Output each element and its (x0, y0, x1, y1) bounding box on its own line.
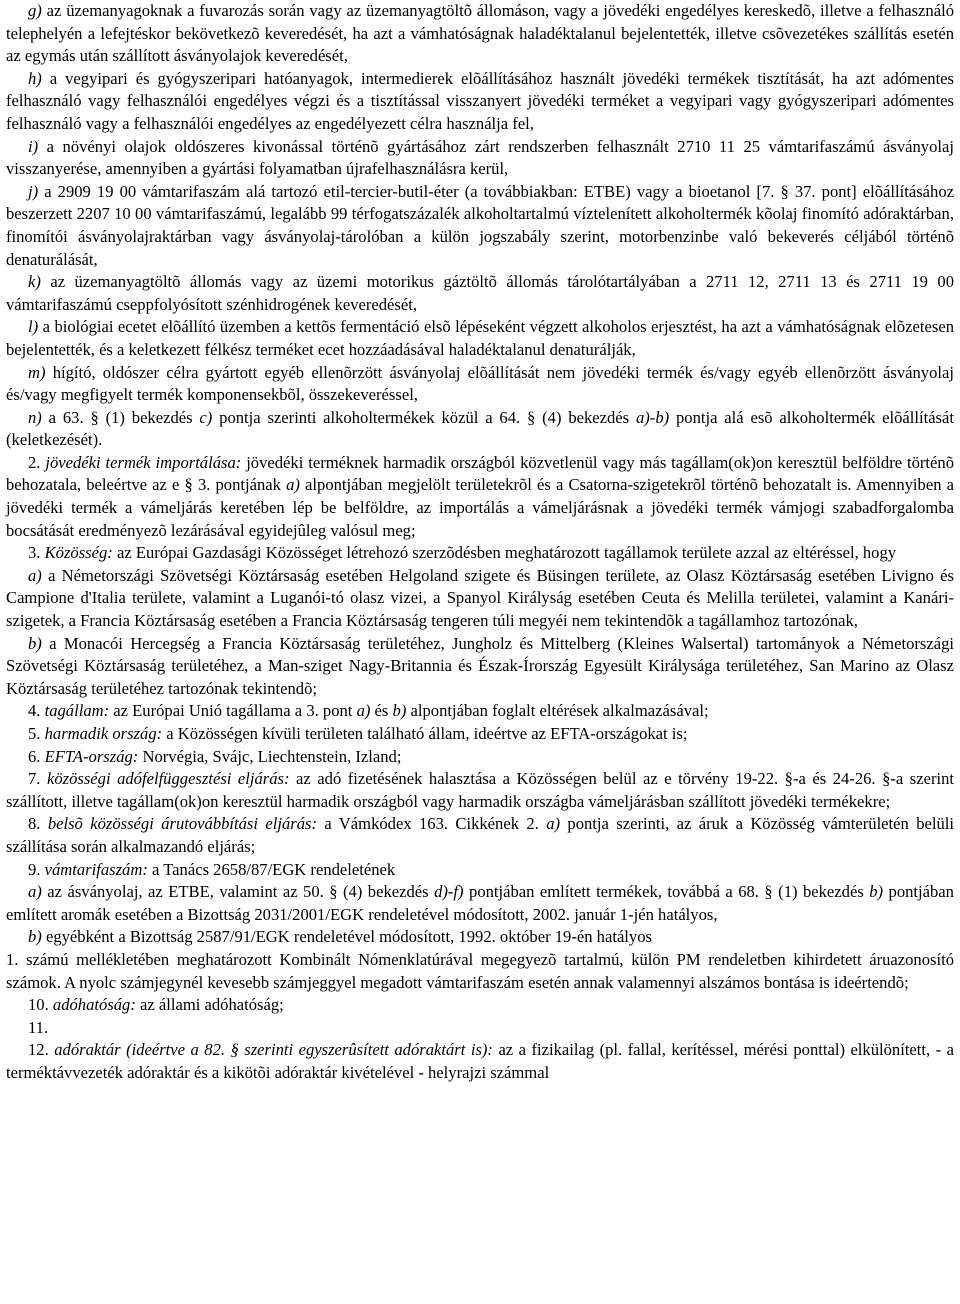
paragraph (6, 813, 954, 858)
text-segment: pontja alá esõ alkoholtermék elõállítását (keletkezését). (6, 407, 954, 450)
italic-text: tagállam: (44, 701, 110, 721)
text-segment: az állami adóhatóság; (135, 995, 284, 1015)
text-segment: pontjában említett aromák esetében a Bizottság 2031/2001/EGK rendeletével módosított, 2002. január 1-jén hatályos, (6, 882, 954, 924)
text-segment: a Vámkódex 163. Cikkének 2. (317, 814, 547, 834)
italic-text: adóhatóság: (52, 995, 136, 1015)
paragraph (6, 1039, 954, 1084)
text-segment: és (370, 701, 393, 721)
paragraph (6, 633, 954, 701)
italic-text: n) (28, 407, 42, 427)
paragraph (6, 136, 954, 181)
text-segment: 11. (28, 1017, 49, 1037)
italic-text: a) (28, 882, 42, 902)
paragraph (6, 1017, 954, 1040)
italic-text: a) (28, 565, 42, 585)
paragraph (6, 994, 954, 1017)
italic-text: Közösség: (44, 543, 113, 563)
italic-text: m) (28, 362, 46, 382)
text-segment: 7. (28, 769, 47, 789)
italic-text: adóraktár (ideértve a 82. § szerinti egyszerûsített adóraktárt is): (54, 1040, 493, 1060)
paragraph (6, 452, 954, 542)
text-segment: 3. (28, 543, 45, 563)
text-segment: a növényi olajok oldószeres kivonással történõ gyártásához zárt rendszerben felhasznált 2710 11 25 vámtarifaszámú ásványolaj visszanyerése, amennyiben a gyártási folyamatban újrafelhasználásra kerül, (6, 136, 954, 179)
italic-text: i) (28, 136, 39, 156)
text-segment: 9. (28, 859, 45, 879)
italic-text: b) (869, 882, 884, 902)
italic-text: belsõ közösségi árutovábbítási eljárás: (47, 814, 317, 834)
text-segment: jövedéki terméknek harmadik országból közvetlenül vagy más tagállam(ok)on keresztül belföldre történõ behozatala, beleértve az e § 3. pontjának (6, 452, 955, 495)
text-segment: 6. (28, 746, 45, 766)
paragraph (6, 407, 954, 452)
italic-text: közösségi adófelfüggesztési eljárás: (46, 769, 290, 789)
italic-text: d)-f) (434, 882, 464, 902)
text-segment: az üzemanyagoknak a fuvarozás során vagy az üzemanyagtöltõ állomáson, vagy a jövedéki engedélyes kereskedõ, illetve a felhasználó telephelyén a lefejtéskor bekövetkezõ keveredését, ha azt a vámhatóságnak haladéktalanul bejelentették, illetve csõvezetékes szállítás esetén az egymás után szállított ásványolajok keveredését, (6, 1, 954, 66)
document-page (6, 0, 954, 1085)
text-segment: 4. (28, 701, 45, 721)
text-segment: 8. (28, 814, 48, 834)
text-segment: az adó fizetésének halasztása a Közösségen belül az e törvény 19-22. §-a és 24-26. §-a szerint szállított, illetve tagállam(ok)on keresztül harmadik országból vagy harmadik országba vámeljárásban szállított jövedéki termékekre; (6, 769, 955, 811)
paragraph (6, 881, 954, 926)
text-segment: a Németországi Szövetségi Köztársaság esetében Helgoland szigete és Büsingen területe, az Olasz Köztársaság esetében Livigno és Campione d'Italia területe, valamint a Luganói-tó olasz vizei, a Spanyol Királyság esetében Ceuta és Melilla területei, valamint a Kanári-szigetek, a Francia Köztársaság esetében a Francia Köztársaság tengeren túli megyéi nem tekintendõk a tagállamhoz tartozónak, (6, 565, 954, 631)
text-segment: egyébként a Bizottság 2587/91/EGK rendeletével módosított, 1992. október 19-én hatályos (41, 927, 652, 947)
paragraph (6, 316, 954, 361)
paragraph (6, 949, 954, 994)
text-segment: a Tanács 2658/87/EGK rendeletének (147, 859, 396, 879)
text-segment: pontjában említett termékek, továbbá a 68. § (1) bekezdés (463, 882, 870, 902)
italic-text: EFTA-ország: (44, 746, 139, 766)
paragraph (6, 700, 954, 723)
text-segment: a 63. § (1) bekezdés (41, 407, 200, 427)
text-segment: pontja szerinti, az áruk a Közösség vámterületén belüli szállítása során alkalmazandó eljárás; (6, 814, 954, 856)
italic-text: a)-b) (635, 407, 670, 427)
text-segment: az Európai Unió tagállama a 3. pont (109, 701, 357, 721)
paragraph (6, 723, 954, 746)
paragraph (6, 271, 954, 316)
text-segment: 2. (28, 452, 46, 472)
text-segment: a Közösségen kívüli területen található állam, ideértve az EFTA-országokat is; (162, 724, 688, 743)
italic-text: b) (392, 701, 407, 721)
text-segment: 1. számú mellékletében meghatározott Kombinált Nómenklatúrával megegyezõ tartalmú, külön PM rendeletben kihirdetett áruazonosító számok. A nyolc számjegynél kevesebb számjeggyel megadott vámtarifaszám esetén annak valamennyi alszámos bontása is ideértendõ; (6, 949, 954, 992)
text-segment: a vegyipari és gyógyszeripari hatóanyagok, intermedierek elõállításához használt jövedéki termékek tisztítását, ha azt adómentes felhasználó vagy felhasználói engedélyes végzi és a tisztítással visszanyert jövedéki terméket a vegyipari vagy gyógyszeripari adómentes felhasználó vagy a felhasználói engedélyes az engedélyezett célra használja fel, (6, 68, 954, 133)
italic-text: b) (28, 927, 42, 947)
text-segment: alpontjában megjelölt területekrõl és a Csatorna-szigetekrõl történõ behozatalt is. Amennyiben a jövedéki termék a vámeljárás keretében lép be belföldre, az importálás a vámeljárásnak a jövedéki termék vámjogi szabadforgalomba bocsátását eredményezõ lezárásával egyidejûleg valósul meg; (6, 475, 954, 540)
text-segment: a 2909 19 00 vámtarifaszám alá tartozó etil-tercier-butil-éter (a továbbiakban: ETBE) vagy a bioetanol [7. § 37. pont] elõállításához beszerzett 2207 10 00 vámtarifaszámú, legalább 99 térfogatszázalék alkoholtartalmú víztelenített alkoholtermék kõolaj finomító adóraktárban, finomítói ásványolajraktárban vagy ásványolaj-tárolóban a külön jogszabály szerint, motorbenzinbe való bekeverés céljából történõ denaturálását, (6, 181, 954, 269)
italic-text: h) (28, 68, 42, 88)
italic-text: l) (28, 317, 39, 337)
paragraph (6, 68, 954, 136)
paragraph (6, 542, 954, 565)
paragraph (6, 565, 954, 633)
text-segment: az ásványolaj, az ETBE, valamint az 50. § (4) bekezdés (41, 882, 435, 902)
paragraph (6, 859, 954, 882)
paragraph (6, 768, 954, 813)
italic-text: a) (546, 814, 561, 834)
text-segment: az Európai Gazdasági Közösséget létrehozó szerzõdésben meghatározott tagállamok területe azzal az eltéréssel, hogy (112, 543, 897, 563)
text-segment: a Monacói Hercegség a Francia Köztársaság területéhez, Jungholz és Mittelberg (Kleines Walsertal) tartományok a Németországi Szövetségi Köztársaság területéhez, a Man-sziget Nagy-Britannia és Észak-Írország Egyesült Királysága területéhez, San Marino az Olasz Köztársaság területéhez tartozónak tekintendõ; (6, 633, 954, 698)
italic-text: a) (356, 701, 371, 721)
text-segment: az a fizikailag (pl. fallal, kerítéssel, mérési ponttal) elkülönített, - a terméktávvezeték adóraktár és a kikötõi adóraktár kivételével - helyrajzi számmal (6, 1040, 955, 1082)
text-segment: az üzemanyagtöltõ állomás vagy az üzemi motorikus gáztöltõ állomás tárolótartályában a 2711 12, 2711 13 és 2711 19 00 vámtarifaszámú cseppfolyósított szénhidrogének keveredését, (6, 272, 954, 314)
text-segment: 12. (28, 1040, 55, 1060)
text-segment: Norvégia, Svájc, Liechtenstein, Izland; (138, 746, 402, 766)
italic-text: harmadik ország: (44, 724, 163, 743)
paragraph (6, 0, 954, 68)
italic-text: a) (286, 475, 300, 495)
text-segment: a biológiai ecetet elõállító üzemben a kettõs fermentáció elsõ lépéseként végzett alkoholos erjesztést, ha azt a vámhatóságnak elõzetesen bejelentették, és a keletkezett félkész terméket ecet hozzáadásával haladéktalanul denaturálják, (6, 317, 954, 359)
text-segment: pontja szerinti alkoholtermékek közül a 64. § (4) bekezdés (212, 407, 636, 427)
text-segment: 10. (28, 995, 53, 1015)
paragraph (6, 746, 954, 769)
text-segment: hígító, oldószer célra gyártott egyéb ellenõrzött ásványolaj elõállítását nem jövedéki termék és/vagy egyéb ellenõrzött ásványolaj és/vagy megfigyelt termék komponensekbõl, összekeveréssel, (6, 362, 954, 405)
paragraph (6, 926, 954, 949)
paragraph (6, 181, 954, 271)
italic-text: c) (199, 407, 213, 427)
italic-text: b) (28, 633, 42, 653)
italic-text: g) (28, 1, 42, 20)
italic-text: j) (28, 181, 39, 201)
italic-text: vámtarifaszám: (44, 859, 148, 879)
paragraph (6, 362, 954, 407)
italic-text: jövedéki termék importálása: (45, 452, 242, 472)
text-segment: alpontjában foglalt eltérések alkalmazásával; (406, 701, 709, 721)
text-segment: 5. (28, 724, 45, 743)
italic-text: k) (28, 272, 41, 292)
